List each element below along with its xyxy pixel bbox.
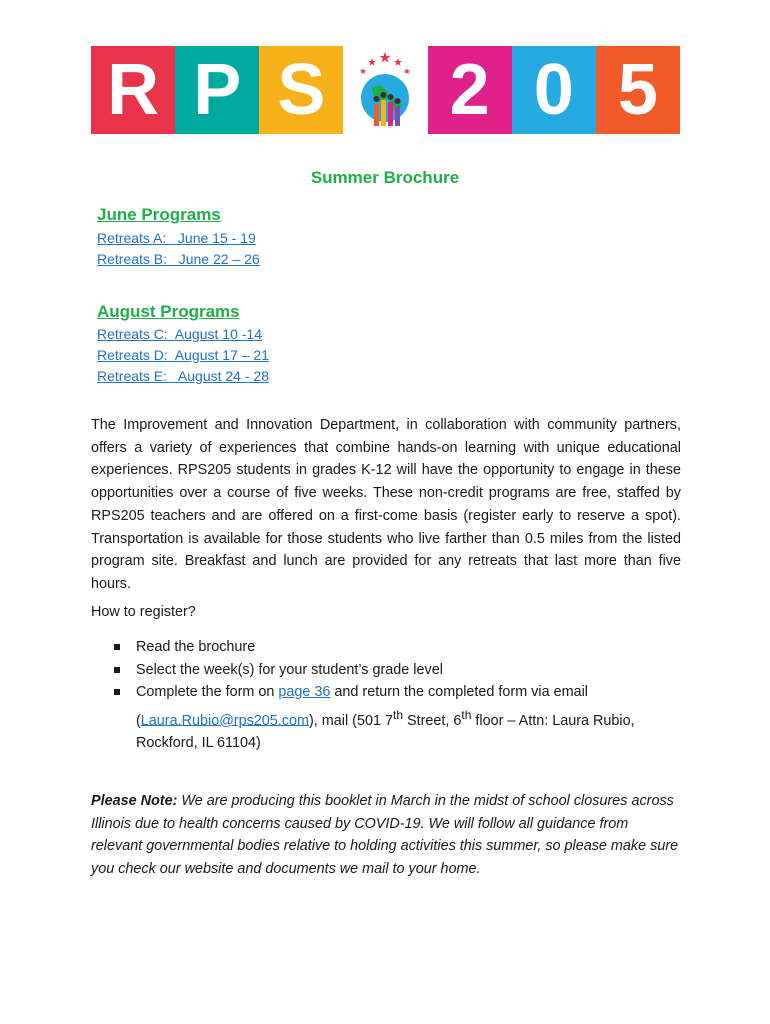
superscript-th: th: [392, 707, 403, 722]
intro-paragraph: The Improvement and Innovation Department, in collaboration with community partners, offers a variety of experiences that combine hands-on learning with unique educational experiences. RPS205 students in grades K-12 will have the opportunity to engage in these opportunities over a course of five weeks. These non-credit programs are free, staffed by RPS205 teachers and are offered on a first-come basis (register early to reserve a spot). Transportation is available for those students who live farther than 0.5 miles from the listed program site. Breakfast and lunch are provided for any retreats that last more than five hours.: [91, 417, 681, 592]
august-programs-heading: August Programs: [97, 302, 240, 321]
retreats-c-link[interactable]: Retreats C: August 10 -14: [97, 326, 262, 342]
email-link[interactable]: Laura.Rubio@rps205.com: [140, 712, 309, 729]
bullet-square-icon: [114, 689, 120, 695]
logo-tile-5: 5: [596, 46, 680, 134]
list-item: [91, 681, 681, 754]
retreats-a-link[interactable]: Retreats A: June 15 - 19: [97, 230, 256, 246]
june-programs-heading: June Programs: [97, 205, 221, 224]
retreats-d-link[interactable]: Retreats D: August 17 – 21: [97, 347, 269, 363]
logo-tile-p: P: [175, 46, 259, 134]
page-36-link[interactable]: page 36: [278, 684, 331, 700]
page-title: Summer Brochure: [310, 168, 460, 187]
register-steps-list: [91, 636, 681, 754]
step-complete-mid-text: and return the completed form via email (: [136, 684, 588, 729]
list-item: [91, 659, 681, 682]
mail-attn-text: floor – Attn: Laura Rubio, Rockford, IL 61104): [136, 712, 635, 751]
how-to-register-label: How to register?: [91, 604, 196, 620]
mail-street-text: Street, 6: [403, 712, 462, 729]
please-note-paragraph: [91, 790, 681, 880]
step-read-text: Read the brochure: [136, 639, 256, 655]
globe-icon: [350, 48, 420, 132]
logo-tile-s: S: [259, 46, 343, 134]
retreats-b-link[interactable]: Retreats B: June 22 – 26: [97, 251, 260, 267]
superscript-th: th: [461, 707, 472, 722]
logo-tile-2: 2: [428, 46, 512, 134]
step-select-text: Select the week(s) for your student’s grade level: [136, 661, 443, 678]
bullet-square-icon: [114, 667, 120, 673]
mail-address-text: ), mail (501 7: [309, 712, 393, 729]
retreats-e-link[interactable]: Retreats E: August 24 - 28: [97, 368, 269, 384]
logo-globe-icon: [343, 46, 427, 134]
logo-tile-0: 0: [512, 46, 596, 134]
logo-tile-r: R: [91, 46, 175, 134]
rps205-logo: [91, 46, 680, 134]
note-text: We are producing this booklet in March in the midst of school closures across Illinois due to health concerns caused by COVID-19. We will follow all guidance from relevant governmental bodies relative to holding activities this summer, so please make sure you check our website and documents we mail to your home.: [91, 793, 679, 877]
note-label: Please Note:: [91, 793, 178, 809]
step-complete-text: Complete the form on: [136, 684, 279, 700]
list-item: [91, 636, 681, 659]
bullet-square-icon: [114, 644, 120, 650]
